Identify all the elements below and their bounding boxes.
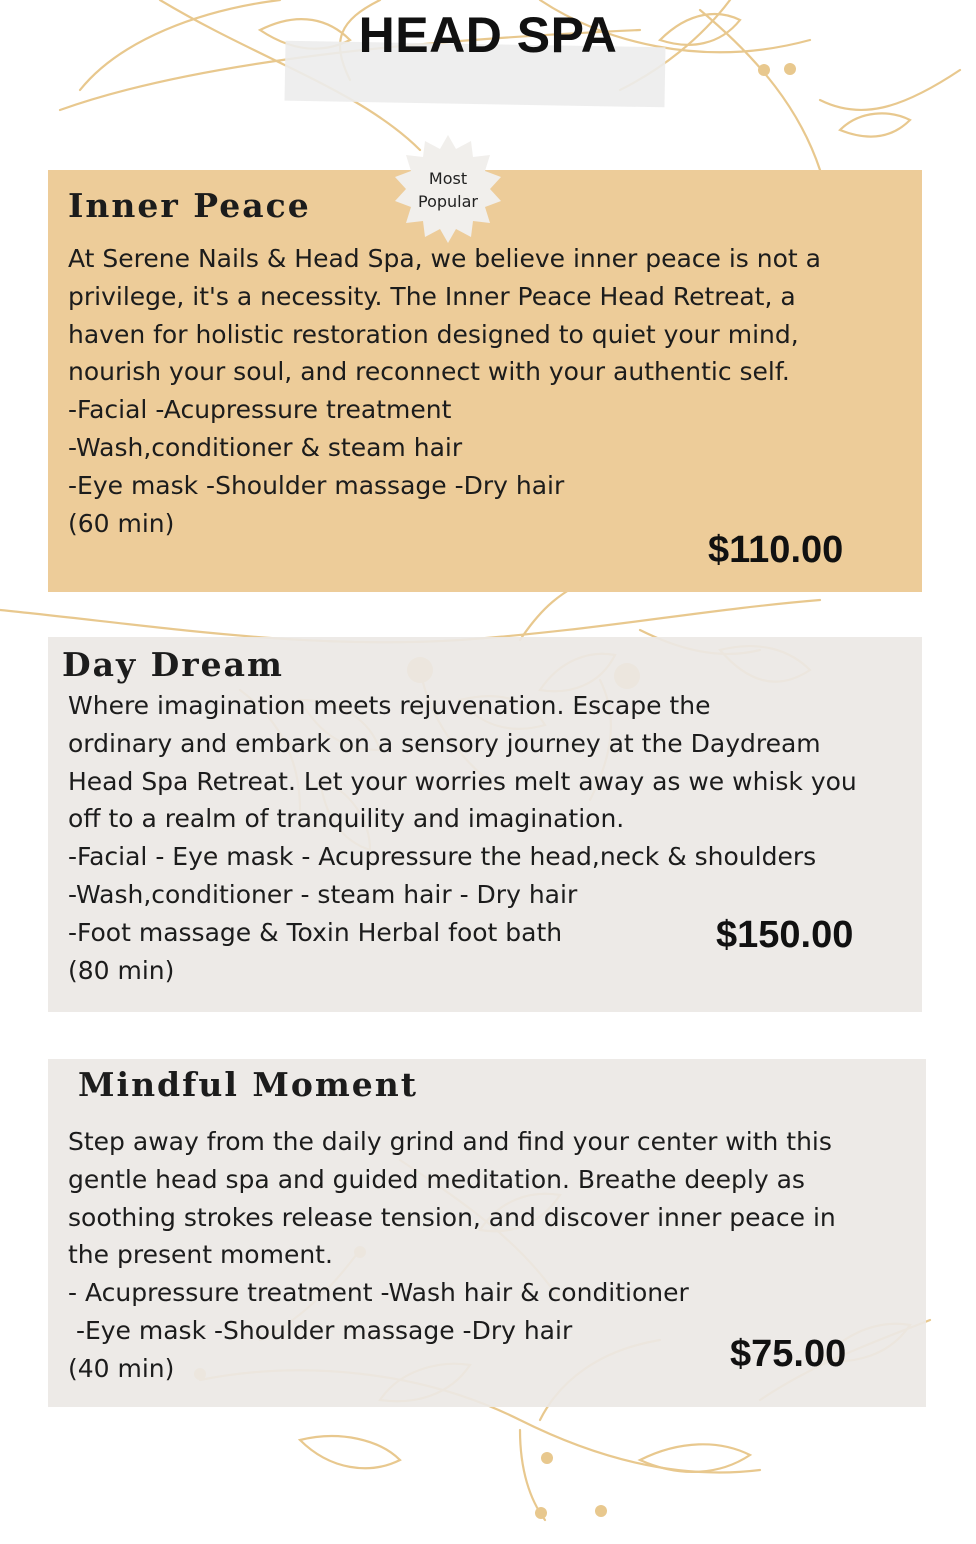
- description-line: -Facial - Eye mask - Acupressure the head,neck & shoulders: [68, 842, 817, 872]
- badge-line: Most: [428, 169, 468, 188]
- description-line: -Eye mask -Shoulder massage -Dry hair: [68, 470, 565, 500]
- service-price: $110.00: [708, 529, 844, 571]
- description-line: -Facial -Acupressure treatment: [68, 395, 452, 425]
- description-line: -Foot massage & Toxin Herbal foot bath: [68, 917, 563, 947]
- description-line: soothing strokes release tension, and discover inner peace in: [68, 1202, 836, 1232]
- description-line: ordinary and embark on a sensory journey at the Daydream: [68, 728, 821, 758]
- description-line: -Eye mask -Shoulder massage -Dry hair: [68, 1315, 573, 1345]
- service-title: Day Dream: [62, 645, 284, 684]
- service-card-day-dream: [48, 637, 922, 1012]
- description-line: the present moment.: [68, 1240, 333, 1270]
- badge-label: [392, 167, 504, 213]
- description-line: (80 min): [68, 955, 175, 985]
- page-title: HEAD SPA: [358, 7, 618, 63]
- description-line: At Serene Nails & Head Spa, we believe inner peace is not a: [68, 244, 821, 273]
- service-price: $150.00: [716, 914, 854, 956]
- description-line: privilege, it's a necessity. The Inner Peace Head Retreat, a: [68, 281, 796, 311]
- description-line: gentle head spa and guided meditation. Breathe deeply as: [68, 1164, 805, 1194]
- description-line: Head Spa Retreat. Let your worries melt away as we whisk you: [68, 766, 857, 796]
- description-line: (60 min): [68, 508, 175, 538]
- service-card-mindful-moment: [48, 1059, 926, 1407]
- badge-line: Popular: [418, 192, 478, 211]
- service-price: $75.00: [730, 1333, 847, 1375]
- service-title: Inner Peace: [68, 186, 311, 225]
- description-line: -Wash,conditioner - steam hair - Dry hair: [68, 879, 578, 909]
- description-line: Step away from the daily grind and find your center with this: [68, 1127, 832, 1156]
- description-line: - Acupressure treatment -Wash hair & conditioner: [68, 1278, 689, 1308]
- description-line: -Wash,conditioner & steam hair: [68, 432, 463, 462]
- service-description: [68, 1123, 836, 1388]
- description-line: Where imagination meets rejuvenation. Escape the: [68, 691, 711, 720]
- description-line: (40 min): [68, 1353, 175, 1383]
- service-description: [68, 240, 821, 542]
- most-popular-badge: [392, 133, 510, 251]
- description-line: off to a realm of tranquility and imagination.: [68, 804, 625, 834]
- service-title: Mindful Moment: [78, 1065, 419, 1104]
- description-line: nourish your soul, and reconnect with your authentic self.: [68, 357, 790, 387]
- description-line: haven for holistic restoration designed to quiet your mind,: [68, 319, 799, 349]
